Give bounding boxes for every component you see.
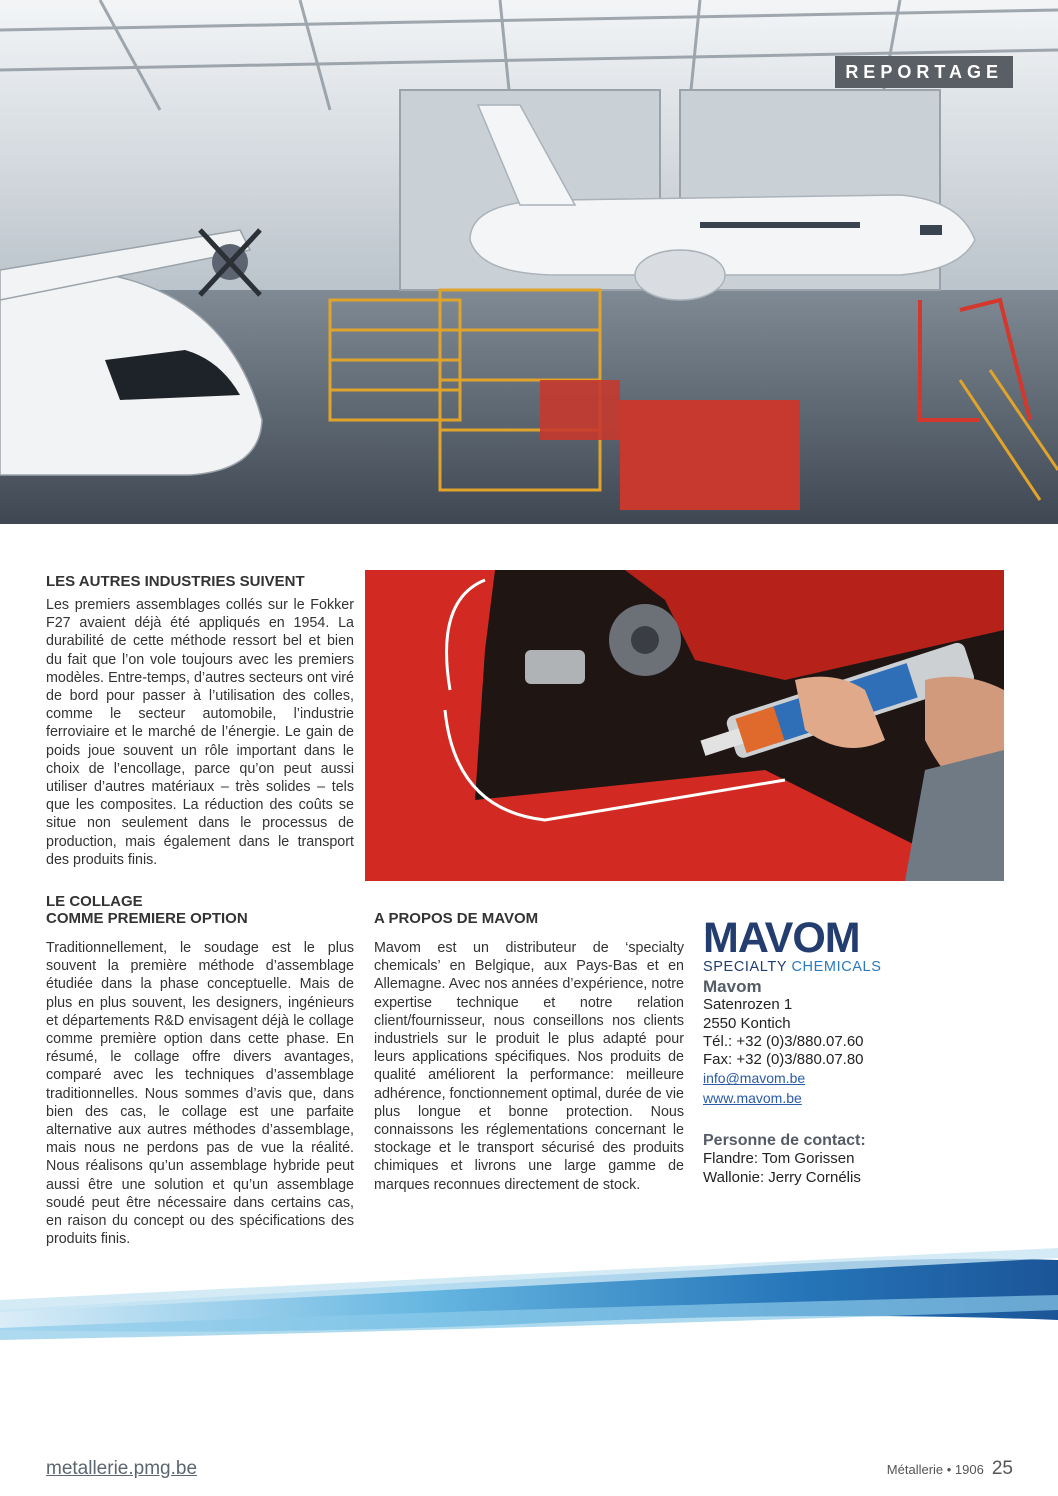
- page-number: 25: [991, 1458, 1013, 1479]
- mavom-logo: [703, 914, 903, 975]
- section-body: Traditionnellement, le soudage est le plus souvent la première méthode d’assemblage étudiée dans la phase conceptuelle. Mais de plus en plus souvent, les designers, ingénieurs et départements R&D envisagent déjà le collage comme première option dans cette phase. En résumé, le collage offre divers avantages, comparé avec les techniques d’assemblage traditionnelles. Nous sommes d’avis que, dans bien des cas, le collage est une parfaite alternative aux autres méthodes d’assemblage, mais nous ne perdons pas de vue la réalité. Nous réalisons qu’un assemblage hybride peut aussi être une solution et qu’un assemblage soudé peut être nécessaire dans certains cas, en raison du concept ou des spécifications des produits finis.: [46, 940, 354, 1248]
- website-link[interactable]: www.mavom.be: [703, 1089, 802, 1106]
- contact-wallonie: Wallonie: Jerry Cornélis: [703, 1168, 861, 1186]
- section-heading: [46, 893, 354, 927]
- decorative-wave: [0, 1240, 1058, 1370]
- logo-tagline-a: SPECIALTY: [703, 959, 787, 975]
- heading-line-1: LE COLLAGE: [46, 893, 143, 910]
- logo-tagline: [703, 959, 903, 975]
- email-link[interactable]: info@mavom.be: [703, 1070, 806, 1087]
- section-body: Les premiers assemblages collés sur le Fokker F27 avaient déjà été appliqués en 1954. La durabilité de cette méthode ressort bel et bien du fait que l’on vole toujours avec les premiers modèles. Entre-temps, d’autres secteurs ont viré de bord pour passer à l’utilisation des colles, comme le secteur automobile, l’industrie ferroviaire et le marché de l’énergie. Le gain de poids joue souvent un rôle important dans le choix de l’encollage, parce qu’on peut aussi utiliser d’autres matériaux – très solides – tels que les composites. La réduction des coûts se situe non seulement dans le processus de production, mais également dans le transport des produits finis.: [46, 597, 354, 868]
- section-heading: LES AUTRES INDUSTRIES SUIVENT: [46, 573, 305, 590]
- fax: Fax: +32 (0)3/880.07.80: [703, 1051, 864, 1069]
- section-collage: [46, 893, 354, 1248]
- section-body: Mavom est un distributeur de ‘specialty chemicals’ en Belgique, aux Pays-Bas et en Allemagne. Avec nos années d’expérience, notre expertise technique et notre relation client/fournisseur, nous conseillons nos clients industriels sur le produit le plus adapté pour leurs applications spécifiques. Nos produits de qualité améliorent la performance: meilleure adhérence, fonctionnement optimal, durée de vie plus longue et bonne protection. Nous connaissons les réglementations concernant le stockage et le transport sécurisé des produits chimiques et livrons une large gamme de marques reconnues directement de stock.: [374, 940, 684, 1193]
- street: Satenrozen 1: [703, 996, 793, 1014]
- contact-person-label: Personne de contact:: [703, 1132, 866, 1150]
- section-heading: A PROPOS DE MAVOM: [374, 910, 539, 927]
- company-name: Mavom: [703, 977, 762, 996]
- footer-url[interactable]: metallerie.pmg.be: [46, 1458, 198, 1479]
- contact-block: [703, 978, 953, 1187]
- logo-wordmark: MAVOM: [703, 914, 860, 962]
- contact-flandre: Flandre: Tom Gorissen: [703, 1150, 855, 1168]
- heading-line-2: COMME PREMIERE OPTION: [46, 910, 248, 927]
- section-industries: [46, 573, 354, 869]
- footer-info: [887, 1458, 1013, 1480]
- logo-tagline-b: CHEMICALS: [791, 959, 882, 975]
- section-about-mavom: [374, 910, 684, 1194]
- magazine-issue: Métallerie • 1906: [886, 1462, 984, 1477]
- city: 2550 Kontich: [703, 1014, 791, 1032]
- section-tag: REPORTAGE: [835, 56, 1013, 88]
- hero-hangar-photo: [0, 0, 1058, 524]
- car-door-adhesive-illustration: [365, 570, 1004, 881]
- adhesive-photo: [365, 570, 1004, 881]
- phone: Tél.: +32 (0)3/880.07.60: [703, 1032, 864, 1050]
